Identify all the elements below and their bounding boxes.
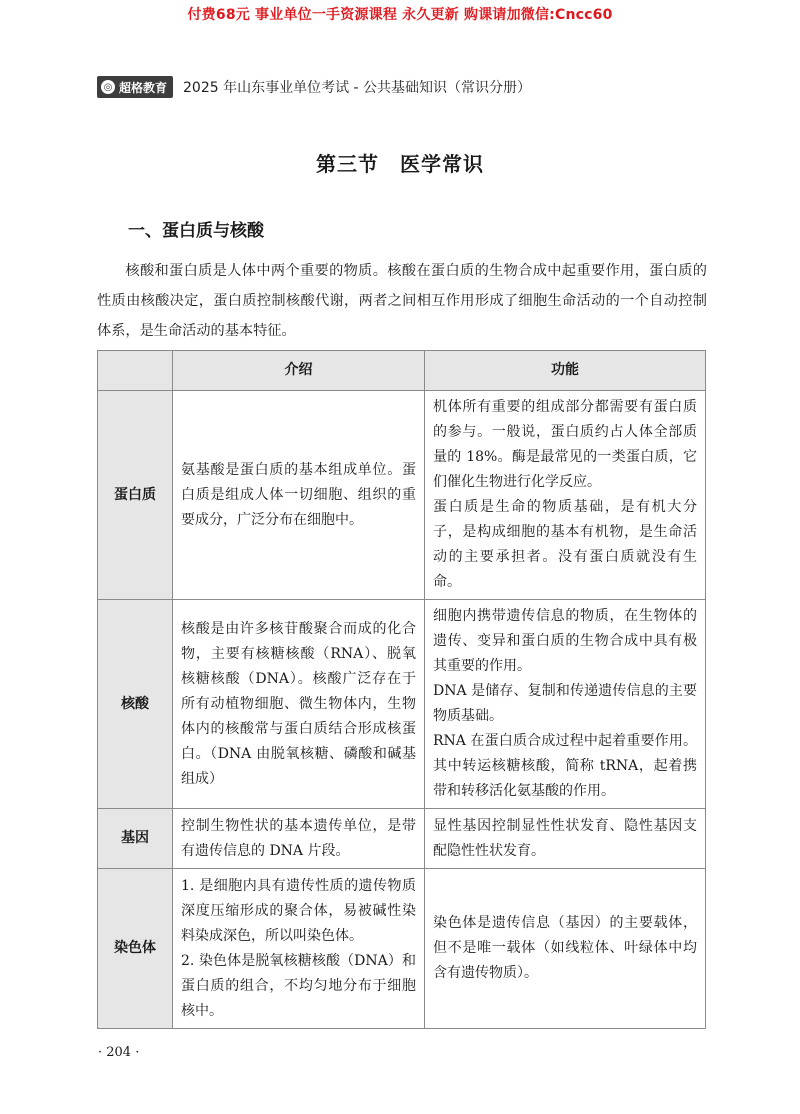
table-header-function: 功能 — [425, 351, 706, 391]
function-paragraph: RNA 在蛋白质合成过程中起着重要作用。其中转运核糖核酸，简称 tRNA，起着携带和转移活化氨基酸的作用。 — [433, 733, 697, 799]
intro-paragraph: 控制生物性状的基本遗传单位，是带有遗传信息的 DNA 片段。 — [181, 817, 416, 859]
cell-intro — [173, 809, 425, 869]
row-heading: 核酸 — [98, 600, 173, 809]
logo-text: 超格教育 — [119, 80, 168, 95]
table-header-intro: 介绍 — [173, 351, 425, 391]
table-row — [98, 600, 706, 809]
row-heading: 基因 — [98, 809, 173, 869]
publisher-logo — [97, 76, 173, 98]
intro-paragraph: 1. 是细胞内具有遗传性质的遗传物质深度压缩形成的聚合体，易被碱性染料染成深色，所以叫染色体。 — [181, 877, 416, 944]
table-row — [98, 391, 706, 600]
table-row — [98, 809, 706, 869]
watermark-banner: 付费68元 事业单位一手资源课程 永久更新 购课请加微信:Cncc60 — [187, 7, 613, 23]
intro-paragraph: 氨基酸是蛋白质的基本组成单位。蛋白质是组成人体一切细胞、组织的重要成分，广泛分布在细胞中。 — [181, 461, 416, 528]
function-paragraph: 细胞内携带遗传信息的物质，在生物体的遗传、变异和蛋白质的生物合成中具有极其重要的作用。 — [433, 608, 697, 674]
intro-paragraph: 2. 染色体是脱氧核糖核酸（DNA）和蛋白质的组合，不均匀地分布于细胞核中。 — [181, 952, 416, 1019]
function-paragraph: DNA 是储存、复制和传递遗传信息的主要物质基础。 — [433, 683, 697, 724]
cell-function — [425, 809, 706, 869]
row-heading: 蛋白质 — [98, 391, 173, 600]
page-number: · 204 · — [98, 1045, 140, 1060]
cell-intro — [173, 869, 425, 1029]
function-paragraph: 显性基因控制显性性状发育、隐性基因支配隐性性状发育。 — [433, 817, 697, 859]
function-paragraph: 染色体是遗传信息（基因）的主要载体，但不是唯一载体（如线粒体、叶绿体中均含有遗传物质）。 — [433, 915, 697, 981]
cell-intro — [173, 600, 425, 809]
intro-paragraph: 核酸和蛋白质是人体中两个重要的物质。核酸在蛋白质的生物合成中起重要作用，蛋白质的性质由核酸决定，蛋白质控制核酸代谢，两者之间相互作用形成了细胞生命活动的一个自动控制体系，是生命活动的基本特征。 — [97, 263, 707, 339]
cell-function — [425, 391, 706, 600]
book-title: 2025 年山东事业单位考试 - 公共基础知识（常识分册） — [183, 80, 532, 96]
table-body — [98, 391, 706, 1029]
intro-paragraph: 核酸是由许多核苷酸聚合而成的化合物，主要有核糖核酸（RNA）、脱氧核糖核酸（DNA）。核酸广泛存在于所有动植物细胞、微生物体内，生物体内的核酸常与蛋白质结合形成核蛋白。（DNA 由脱氧核糖、磷酸和碱基组成） — [181, 620, 416, 787]
info-table — [97, 350, 706, 1029]
section-title: 第三节 医学常识 — [316, 152, 484, 176]
function-paragraph: 蛋白质是生命的物质基础，是有机大分子，是构成细胞的基本有机物，是生命活动的主要承担者。没有蛋白质就没有生命。 — [433, 499, 697, 590]
cell-intro — [173, 391, 425, 600]
logo-icon: ◎ — [101, 80, 115, 94]
table-header-empty — [98, 351, 173, 391]
cell-function — [425, 600, 706, 809]
function-paragraph: 机体所有重要的组成部分都需要有蛋白质的参与。一般说，蛋白质约占人体全部质量的 18%。酶是最常见的一类蛋白质，它们催化生物进行化学反应。 — [433, 399, 697, 490]
cell-function — [425, 869, 706, 1029]
row-heading: 染色体 — [98, 869, 173, 1029]
page-header — [97, 76, 531, 98]
subheading: 一、蛋白质与核酸 — [128, 221, 264, 241]
table-row — [98, 869, 706, 1029]
table-header-row — [98, 351, 706, 391]
